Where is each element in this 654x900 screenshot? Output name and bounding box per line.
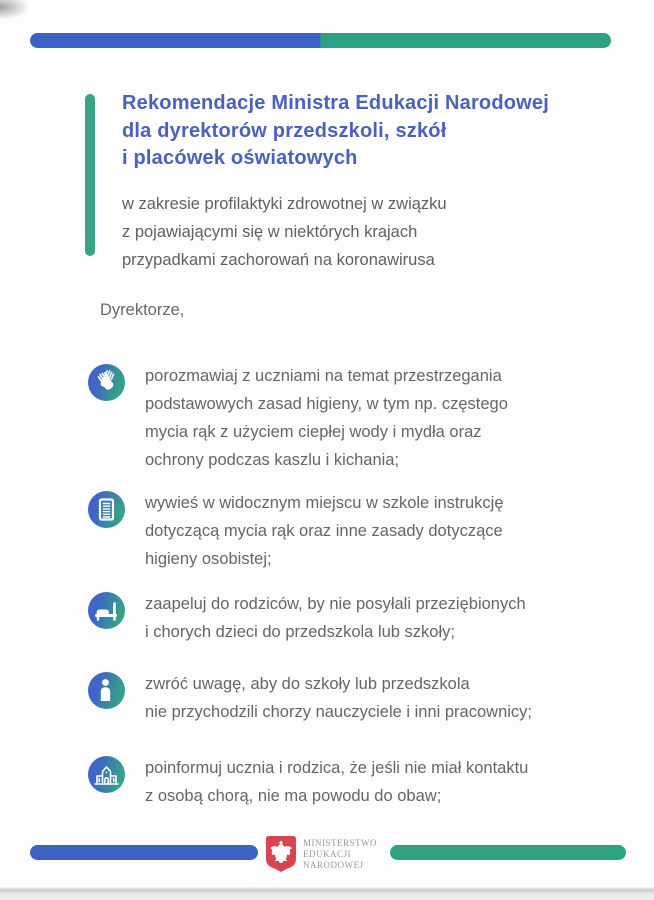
page-subtitle-line: z pojawiającymi się w niektórych krajach — [122, 223, 418, 241]
title-accent-bar — [85, 94, 95, 256]
scan-artifact-corner — [0, 0, 30, 20]
list-item-line: porozmawiaj z uczniami na temat przestrzegania — [145, 367, 502, 385]
list-item-text — [145, 670, 532, 726]
list-item-text — [145, 590, 526, 646]
washing-hands-icon — [88, 364, 125, 401]
list-item — [88, 491, 504, 573]
list-item-text — [145, 362, 508, 474]
list-item — [88, 592, 526, 646]
salutation: Dyrektorze, — [100, 301, 185, 319]
list-item-line: wywieś w widocznym miejscu w szkole instrukcję — [145, 494, 504, 512]
list-item-text — [145, 489, 504, 573]
sick-bed-icon — [88, 592, 125, 629]
list-item-line: ochrony podczas kaszlu i kichania; — [145, 451, 400, 469]
page-title-line: dla dyrektorów przedszkoli, szkół — [122, 119, 447, 142]
page-subtitle-line: przypadkami zachorowań na koronawirusa — [122, 251, 435, 269]
school-building-icon — [88, 756, 125, 793]
top-decorative-bar — [30, 33, 611, 48]
ministry-name — [303, 838, 377, 871]
ministry-name-line: EDUKACJI — [303, 849, 351, 859]
page-title — [122, 90, 549, 173]
list-item-line: zaapeluj do rodziców, by nie posyłali przeziębionych — [145, 595, 526, 613]
list-item-line: nie przychodzili chorzy nauczyciele i inni pracownicy; — [145, 703, 533, 721]
footer-bar-blue — [30, 845, 258, 860]
instruction-sheet-icon — [88, 491, 125, 528]
ministry-name-line: NARODOWEJ — [303, 860, 364, 870]
list-item-line: poinformuj ucznia i rodzica, że jeśli nie miał kontaktu — [145, 759, 529, 777]
list-item-line: z osobą chorą, nie ma powodu do obaw; — [145, 787, 442, 805]
page-subtitle-line: w zakresie profilaktyki zdrowotnej w związku — [122, 195, 447, 213]
list-item — [88, 756, 528, 810]
list-item-line: zwróć uwagę, aby do szkoły lub przedszkola — [145, 675, 470, 693]
list-item-line: dotyczącą mycia rąk oraz inne zasady dotyczące — [145, 522, 503, 540]
list-item-line: podstawowych zasad higieny, w tym np. częstego — [145, 395, 508, 413]
list-item-line: i chorych dzieci do przedszkola lub szkoły; — [145, 623, 455, 641]
list-item-line: higieny osobistej; — [145, 550, 272, 568]
page-subtitle — [122, 190, 447, 274]
list-item-line: mycia rąk z użyciem ciepłej wody i mydła oraz — [145, 423, 482, 441]
standing-person-icon — [88, 672, 125, 709]
page-title-line: Rekomendacje Ministra Edukacji Narodowej — [122, 92, 550, 114]
polish-eagle-emblem — [266, 836, 296, 872]
footer-bar-green — [390, 845, 626, 860]
list-item-text — [145, 754, 528, 810]
scan-artifact-bottom-edge — [0, 887, 654, 900]
ministry-name-line: MINISTERSTWO — [303, 838, 377, 848]
list-item — [88, 672, 532, 726]
list-item — [88, 364, 508, 474]
page-title-line: i placówek oświatowych — [122, 147, 358, 169]
